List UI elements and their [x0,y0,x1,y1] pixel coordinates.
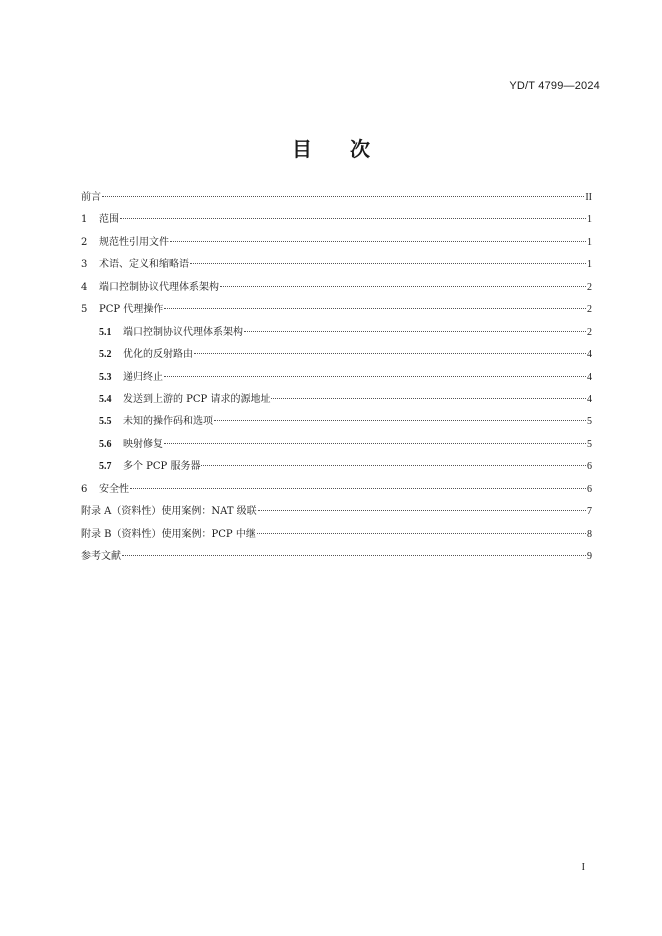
dot-leader [257,533,586,534]
toc-entry-label: 安全性 [99,483,129,495]
toc-entry[interactable] [81,344,592,366]
toc-entry-number: 5.2 [99,349,112,361]
toc-entry-number: 5.1 [99,326,112,338]
toc-entry-page: 8 [587,528,592,540]
toc-entry-page: 5 [587,416,592,428]
toc-entry[interactable] [81,479,592,501]
dot-leader [214,420,586,421]
toc-entry-page: 1 [587,214,592,226]
toc-entry-label: 发送到上游的 PCP 请求的源地址 [123,393,271,405]
toc-entry-number: 5.4 [99,393,112,405]
toc-entry-page: 4 [587,393,592,405]
dot-leader [170,241,586,242]
toc-entry[interactable] [81,299,592,321]
toc-entry[interactable] [81,411,592,433]
toc-entry-page: 7 [587,506,592,518]
toc-entry-label: PCP 代理操作 [99,304,164,316]
toc-entry-number: 3 [81,259,88,271]
dot-leader [122,555,586,556]
toc-entry[interactable] [81,434,592,456]
table-of-contents [81,187,592,568]
toc-entry[interactable] [81,501,592,523]
dot-leader [102,196,584,197]
toc-entry[interactable] [81,322,592,344]
toc-entry[interactable] [81,389,592,411]
toc-entry-number: 2 [81,236,88,248]
toc-entry-label: 附录 A（资料性）使用案例：NAT 级联 [81,506,257,518]
toc-entry[interactable] [81,546,592,568]
dot-leader [220,286,586,287]
toc-entry-page: 6 [587,483,592,495]
dot-leader [190,263,586,264]
toc-entry-label: 端口控制协议代理体系架构 [99,281,219,293]
toc-entry-page: 2 [587,281,592,293]
toc-entry-page: 4 [587,371,592,383]
toc-entry-page: 1 [587,236,592,248]
dot-leader [271,398,586,399]
toc-entry-page: II [585,192,592,203]
dot-leader [130,488,586,489]
toc-entry-label: 术语、定义和缩略语 [99,259,189,271]
toc-entry-page: 4 [587,349,592,361]
toc-entry[interactable] [81,367,592,389]
toc-entry[interactable] [81,254,592,276]
dot-leader [194,353,586,354]
title-char: 目 [292,137,312,161]
dot-leader [201,465,586,466]
page-title [0,133,662,162]
toc-entry-page: 9 [587,551,592,562]
standard-code: YD/T 4799—2024 [509,80,600,92]
toc-entry[interactable] [81,209,592,231]
toc-entry-number: 5.7 [99,461,112,473]
toc-entry-label: 多个 PCP 服务器 [123,461,201,473]
toc-entry-number: 4 [81,281,88,293]
toc-entry-number: 6 [81,483,88,495]
toc-entry-number: 5.6 [99,438,112,450]
toc-entry-label: 未知的操作码和选项 [123,416,213,428]
toc-entry-page: 6 [587,461,592,473]
dot-leader [244,331,586,332]
toc-entry[interactable] [81,277,592,299]
toc-entry[interactable] [81,456,592,478]
toc-entry[interactable] [81,187,592,209]
toc-entry-label: 附录 B（资料性）使用案例：PCP 中继 [81,528,256,540]
page-number: I [581,862,585,873]
dot-leader [258,510,586,511]
toc-entry-page: 2 [587,304,592,316]
dot-leader [120,218,586,219]
toc-entry-page: 5 [587,438,592,450]
toc-entry-number: 5 [81,304,88,316]
dot-leader [164,376,586,377]
toc-entry-page: 1 [587,259,592,271]
toc-entry-label: 递归终止 [123,371,163,383]
toc-entry-number: 5.3 [99,371,112,383]
toc-entry-number: 1 [81,214,88,226]
toc-entry-label: 参考文献 [81,551,121,562]
toc-entry-label: 优化的反射路由 [123,349,193,361]
dot-leader [164,443,586,444]
toc-entry-page: 2 [587,326,592,338]
toc-entry[interactable] [81,232,592,254]
title-char: 次 [350,137,370,161]
dot-leader [164,308,586,309]
toc-entry-number: 5.5 [99,416,112,428]
toc-entry-label: 范围 [99,214,119,226]
toc-entry-label: 规范性引用文件 [99,236,169,248]
toc-entry-label: 映射修复 [123,438,163,450]
toc-entry[interactable] [81,524,592,546]
toc-entry-label: 端口控制协议代理体系架构 [123,326,243,338]
toc-entry-label: 前言 [81,192,101,203]
